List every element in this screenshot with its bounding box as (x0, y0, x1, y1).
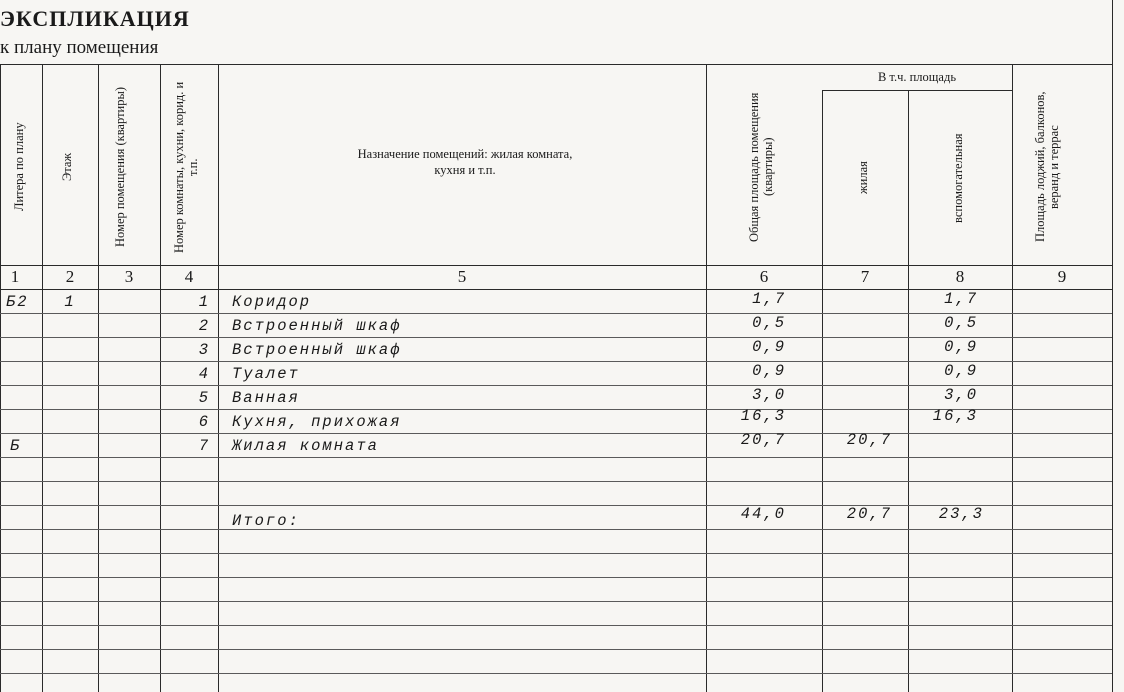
cell-room: 4 (198, 365, 210, 383)
cell-total: 20,7 (740, 431, 786, 449)
column-number: 7 (860, 267, 870, 286)
header-living-area: жилая (856, 161, 870, 195)
header-top-line (0, 64, 1112, 65)
cell-litera: Б (10, 437, 22, 455)
cell-total: 0,5 (752, 314, 786, 332)
cell-purpose: Туалет (232, 365, 300, 383)
header-apartment-number: Номер помещения (квартиры) (113, 86, 127, 248)
cell-litera: Б2 (6, 293, 29, 311)
table-border (1112, 0, 1113, 692)
header-loggia-area: Площадь лоджий, балконов, веранд и террас (1033, 91, 1061, 243)
header-aux-area: вспомогательная (951, 133, 965, 223)
row-line (0, 649, 1112, 650)
row-line (0, 553, 1112, 554)
page-subtitle: к плану помещения (0, 37, 159, 58)
row-line (0, 577, 1112, 578)
cell-aux: 1,7 (944, 290, 978, 308)
row-line (0, 601, 1112, 602)
row-line (0, 529, 1112, 530)
total-aux: 23,3 (938, 505, 984, 523)
row-line (0, 481, 1112, 482)
header-floor: Этаж (60, 152, 74, 182)
cell-total: 16,3 (740, 407, 786, 425)
cell-purpose: Ванная (232, 389, 300, 407)
cell-room: 7 (198, 437, 210, 455)
cell-living: 20,7 (846, 431, 892, 449)
cell-aux: 0,9 (944, 338, 978, 356)
header-room-number: Номер комнаты, кухни, корид. и т.п. (172, 81, 200, 253)
column-number: 1 (10, 267, 20, 286)
header-total-area: Общая площадь помещения (квартиры) (747, 92, 775, 242)
column-divider (1012, 64, 1013, 692)
row-line (0, 433, 1112, 434)
cell-purpose: Кухня, прихожая (232, 413, 402, 431)
row-line (0, 673, 1112, 674)
total-living: 20,7 (846, 505, 892, 523)
cell-room: 5 (198, 389, 210, 407)
cell-aux: 0,5 (944, 314, 978, 332)
cell-floor: 1 (64, 293, 76, 311)
cell-total: 1,7 (752, 290, 786, 308)
cell-room: 3 (198, 341, 210, 359)
cell-room: 2 (198, 317, 210, 335)
total-label: Итого: (232, 512, 300, 530)
column-divider (42, 64, 43, 692)
cell-purpose: Жилая комната (232, 437, 379, 455)
cell-aux: 3,0 (944, 386, 978, 404)
group-header-line (822, 90, 1012, 91)
column-number: 8 (955, 267, 965, 286)
column-divider (218, 64, 219, 692)
column-number: 2 (65, 267, 75, 286)
total-area: 44,0 (740, 505, 786, 523)
column-number: 9 (1057, 267, 1067, 286)
cell-purpose: Встроенный шкаф (232, 341, 402, 359)
column-divider (98, 64, 99, 692)
column-number: 4 (184, 267, 194, 286)
cell-purpose: Коридор (232, 293, 312, 311)
header-purpose: Назначение помещений: жилая комната, кухня и т.п. (357, 147, 573, 177)
header-area-group: В т.ч. площадь (877, 70, 957, 84)
row-line (0, 457, 1112, 458)
cell-aux: 0,9 (944, 362, 978, 380)
column-number: 5 (457, 267, 467, 286)
row-line (0, 625, 1112, 626)
column-number: 3 (124, 267, 134, 286)
column-number: 6 (759, 267, 769, 286)
cell-total: 0,9 (752, 338, 786, 356)
table-border (0, 64, 1, 692)
cell-room: 1 (198, 293, 210, 311)
header-bottom-line (0, 265, 1112, 266)
cell-purpose: Встроенный шкаф (232, 317, 402, 335)
cell-aux: 16,3 (932, 407, 978, 425)
cell-total: 3,0 (752, 386, 786, 404)
cell-room: 6 (198, 413, 210, 431)
header-litera: Литера по плану (12, 122, 26, 212)
cell-total: 0,9 (752, 362, 786, 380)
page-title: ЭКСПЛИКАЦИЯ (0, 6, 190, 31)
